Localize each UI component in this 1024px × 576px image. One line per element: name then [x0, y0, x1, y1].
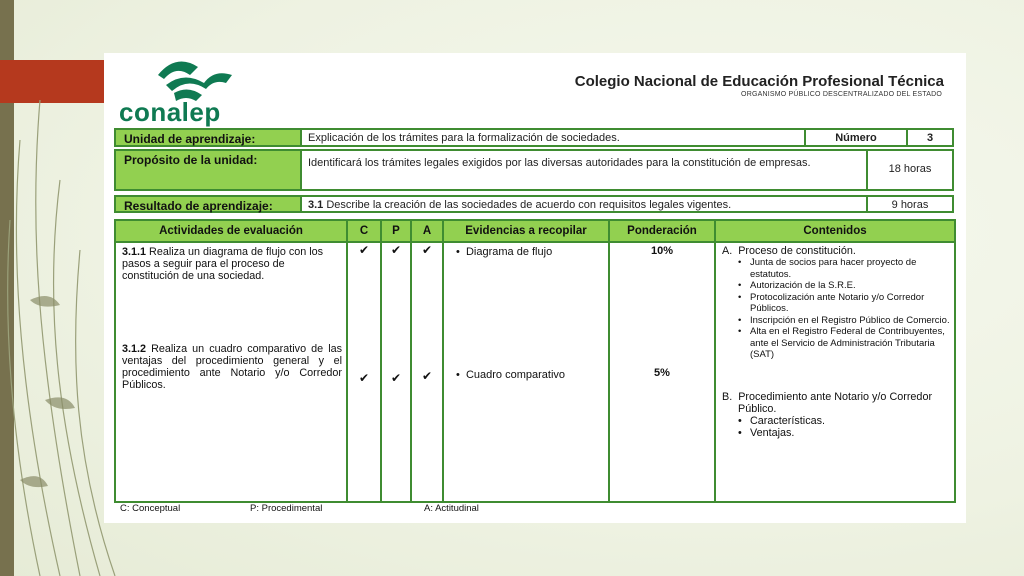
leaf-decoration [0, 100, 120, 576]
legend-conceptual: C: Conceptual [120, 503, 181, 514]
col-a: A [411, 220, 443, 242]
numero-label: Número [804, 130, 906, 145]
weight-1: 10% [650, 245, 674, 257]
p-cell [381, 242, 411, 502]
list-item: • Alta en el Registro Federal de Contribuyentes, ante el Servicio de Administración Tributaria (SAT) [750, 326, 950, 361]
proposito-horas: 18 horas [866, 151, 952, 189]
resultado-code: 3.1 [308, 199, 324, 211]
check-icon: ✔ [390, 371, 402, 385]
resultado-row [114, 195, 954, 213]
unidad-value: Explicación de los trámites para la formalización de sociedades. [308, 132, 620, 144]
evidence-2: • Cuadro comparativo [456, 369, 566, 381]
table-header-row [115, 220, 955, 242]
evaluation-table [114, 219, 956, 503]
contents-b-title: Procedimiento ante Notario y/o Corredor Público. [738, 391, 933, 415]
activity-1-code: 3.1.1 [122, 246, 147, 258]
list-item: • Autorización de la S.R.E. [750, 280, 950, 292]
check-icon: ✔ [421, 369, 433, 383]
evidence-1: • Diagrama de flujo [456, 246, 553, 258]
check-icon: ✔ [358, 243, 370, 257]
activity-2 [122, 343, 342, 391]
list-item: • Protocolización ante Notario y/o Corredor Públicos. [750, 292, 950, 315]
proposito-label: Propósito de la unidad: [116, 151, 302, 189]
activity-1 [122, 246, 342, 282]
institution-name: Colegio Nacional de Educación Profesional Técnica [574, 73, 944, 90]
resultado-label: Resultado de aprendizaje: [116, 197, 302, 211]
proposito-row [114, 149, 954, 191]
contents-a-list [722, 257, 950, 361]
activity-1-text: Realiza un diagrama de flujo con los pasos a seguir para el proceso de constitución de una sociedad. [122, 246, 324, 282]
activity-2-code: 3.1.2 [122, 343, 147, 355]
numero-value: 3 [906, 130, 952, 145]
activity-2-text: Realiza un cuadro comparativo de las ventajas del procedimiento general y el procedimiento ante Notario y/o Corredor Públicos. [122, 343, 342, 391]
table-body-row [115, 242, 955, 502]
check-icon: ✔ [358, 371, 370, 385]
proposito-value: Identificará los trámites legales exigidos por las diversas autoridades para la constitución de empresas. [308, 157, 811, 169]
c-cell [347, 242, 381, 502]
col-contenidos: Contenidos [715, 220, 955, 242]
evidence-1-text: Diagrama de flujo [465, 246, 553, 258]
check-icon: ✔ [390, 243, 402, 257]
evidencias-cell [443, 242, 609, 502]
list-item: • Junta de socios para hacer proyecto de estatutos. [750, 257, 950, 280]
list-item: • Características. [750, 415, 950, 427]
red-accent-tab [0, 60, 104, 103]
document-slide [104, 53, 966, 523]
contents-a-title: Proceso de constitución. [738, 245, 856, 257]
legend-actitudinal: A: Actitudinal [424, 503, 479, 514]
col-p: P [381, 220, 411, 242]
contents-b [722, 391, 950, 439]
legend-procedimental: P: Procedimental [250, 503, 323, 514]
unidad-row [114, 128, 954, 147]
logo-wordmark: conalep [119, 97, 221, 127]
contents-a-label: A. [722, 245, 733, 257]
contents-b-list [722, 415, 950, 439]
list-item: • Ventajas. [750, 427, 950, 439]
resultado-horas: 9 horas [866, 197, 952, 211]
evidence-2-text: Cuadro comparativo [465, 369, 566, 381]
col-actividades: Actividades de evaluación [115, 220, 347, 242]
col-ponderacion: Ponderación [609, 220, 715, 242]
actividades-cell [115, 242, 347, 502]
weight-2: 5% [654, 367, 670, 379]
ponderacion-cell [609, 242, 715, 502]
contents-a [722, 245, 950, 361]
contenidos-cell [715, 242, 955, 502]
contents-b-label: B. [722, 391, 733, 403]
list-item: • Inscripción en el Registro Público de Comercio. [750, 315, 950, 327]
a-cell [411, 242, 443, 502]
resultado-value: Describe la creación de las sociedades de acuerdo con requisitos legales vigentes. [326, 199, 732, 211]
col-c: C [347, 220, 381, 242]
institution-subtitle: ORGANISMO PÚBLICO DESCENTRALIZADO DEL ESTADO [741, 91, 942, 98]
col-evidencias: Evidencias a recopilar [443, 220, 609, 242]
unidad-label: Unidad de aprendizaje: [116, 130, 302, 145]
check-icon: ✔ [421, 243, 433, 257]
